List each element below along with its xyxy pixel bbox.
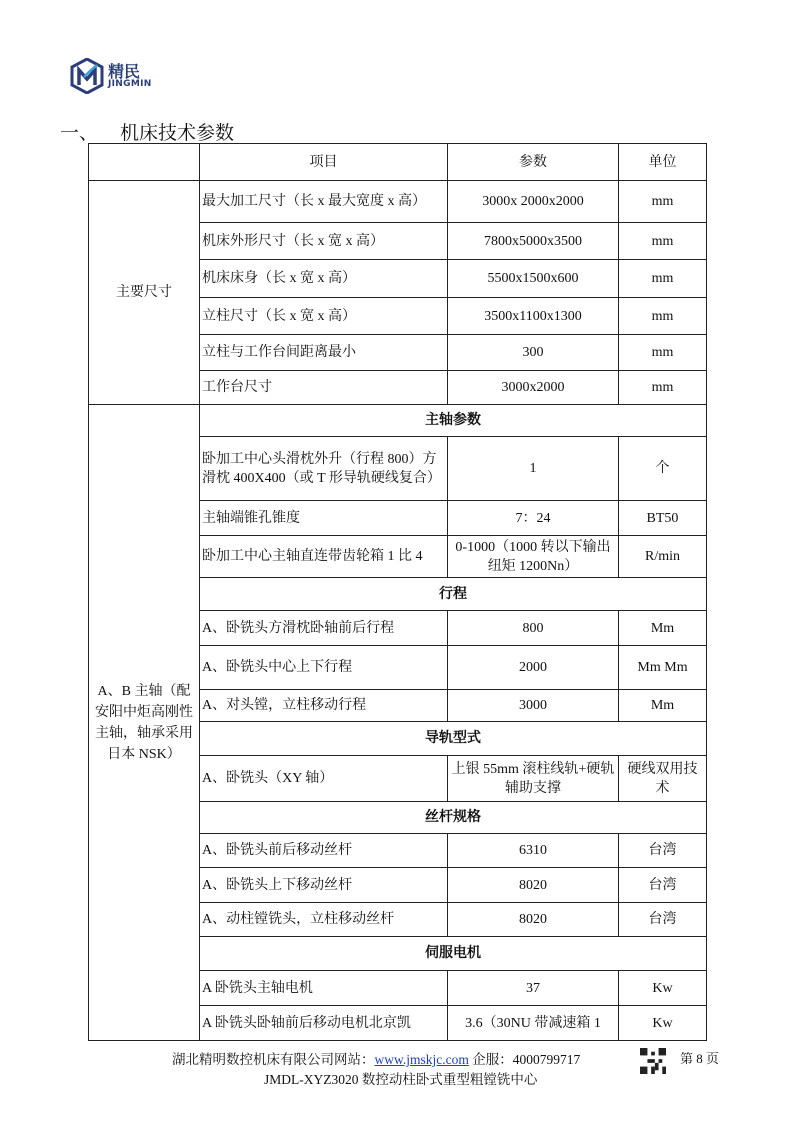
unit-cell: R/min — [619, 536, 707, 578]
item-cell: 立柱尺寸（长 x 宽 x 高） — [200, 298, 448, 335]
item-cell: A、卧铣头前后移动丝杆 — [200, 834, 448, 868]
param-cell: 2000 — [448, 646, 619, 690]
section-row — [89, 405, 707, 437]
param-cell: 8020 — [448, 868, 619, 903]
item-cell: 工作台尺寸 — [200, 371, 448, 405]
unit-cell: 个 — [619, 437, 707, 501]
logo-chinese-text: 精民 — [108, 61, 141, 81]
group-label-cell: A、B 主轴（配安阳中炬高刚性主轴，轴承采用日本 NSK） — [89, 405, 200, 1041]
param-cell: 上银 55mm 滚柱线轨+硬轨辅助支撑 — [448, 756, 619, 802]
section-number: 一、 — [60, 122, 99, 144]
param-cell: 8020 — [448, 903, 619, 937]
section-title-cell: 主轴参数 — [200, 405, 707, 437]
unit-cell: mm — [619, 335, 707, 371]
param-cell: 37 — [448, 971, 619, 1006]
header-cell: 项目 — [200, 144, 448, 181]
header-cell — [89, 144, 200, 181]
item-cell: 主轴端锥孔锥度 — [200, 501, 448, 536]
header-cell: 单位 — [619, 144, 707, 181]
table-header-row — [89, 144, 707, 181]
group-label-cell: 主要尺寸 — [89, 181, 200, 405]
item-cell: 机床外形尺寸（长 x 宽 x 高） — [200, 223, 448, 260]
unit-cell: Kw — [619, 1006, 707, 1041]
logo-english-text: JINGMIN — [108, 78, 152, 89]
unit-cell: Mm — [619, 690, 707, 722]
param-cell: 3.6（30NU 带减速箱 1 — [448, 1006, 619, 1041]
footer-website-link[interactable]: www.jmskjc.com — [374, 1052, 469, 1067]
footer-company: 湖北精明数控机床有限公司网站： — [172, 1052, 375, 1067]
jingmin-logo-icon — [70, 58, 104, 94]
section-title-cell: 丝杆规格 — [200, 802, 707, 834]
param-cell: 1 — [448, 437, 619, 501]
item-cell: A、动柱镗铣头，立柱移动丝杆 — [200, 903, 448, 937]
unit-cell: Mm — [619, 611, 707, 646]
section-title-cell: 伺服电机 — [200, 937, 707, 971]
section-title: 机床技术参数 — [120, 122, 235, 144]
table-row — [89, 181, 707, 223]
unit-cell: mm — [619, 298, 707, 335]
unit-cell: 硬线双用技术 — [619, 756, 707, 802]
param-cell: 3500x1100x1300 — [448, 298, 619, 335]
param-cell: 3000x 2000x2000 — [448, 181, 619, 223]
unit-cell: BT50 — [619, 501, 707, 536]
param-cell: 7：24 — [448, 501, 619, 536]
unit-cell: 台湾 — [619, 868, 707, 903]
spec-table — [88, 143, 707, 1041]
section-heading — [60, 118, 234, 145]
unit-cell: mm — [619, 181, 707, 223]
item-cell: A、卧铣头方滑枕卧轴前后行程 — [200, 611, 448, 646]
item-cell: 立柱与工作台间距离最小 — [200, 335, 448, 371]
item-cell: A、卧铣头（XY 轴） — [200, 756, 448, 802]
param-cell: 5500x1500x600 — [448, 260, 619, 298]
param-cell: 0-1000（1000 转以下输出纽矩 1200Nn） — [448, 536, 619, 578]
footer-service: 企服：4000799717 — [472, 1052, 581, 1067]
param-cell: 7800x5000x3500 — [448, 223, 619, 260]
item-cell: A、卧铣头中心上下行程 — [200, 646, 448, 690]
company-logo — [70, 58, 152, 94]
unit-cell: Kw — [619, 971, 707, 1006]
param-cell: 3000 — [448, 690, 619, 722]
page-number: 第 8 页 — [680, 1051, 720, 1066]
footer-doc-title: JMDL-XYZ3020 数控动柱卧式重型粗镗铣中心 — [264, 1072, 538, 1087]
param-cell: 800 — [448, 611, 619, 646]
unit-cell: mm — [619, 371, 707, 405]
unit-cell: Mm Mm — [619, 646, 707, 690]
item-cell: A 卧铣头卧轴前后移动电机北京凯 — [200, 1006, 448, 1041]
item-cell: 卧加工中心头滑枕外升（行程 800）方滑枕 400X400（或 T 形导轨硬线复合） — [200, 437, 448, 501]
unit-cell: mm — [619, 223, 707, 260]
item-cell: 卧加工中心主轴直连带齿轮箱 1 比 4 — [200, 536, 448, 578]
item-cell: 最大加工尺寸（长 x 最大宽度 x 高） — [200, 181, 448, 223]
unit-cell: mm — [619, 260, 707, 298]
unit-cell: 台湾 — [619, 834, 707, 868]
header-cell: 参数 — [448, 144, 619, 181]
item-cell: A 卧铣头主轴电机 — [200, 971, 448, 1006]
param-cell: 300 — [448, 335, 619, 371]
item-cell: 机床床身（长 x 宽 x 高） — [200, 260, 448, 298]
item-cell: A、卧铣头上下移动丝杆 — [200, 868, 448, 903]
unit-cell: 台湾 — [619, 903, 707, 937]
param-cell: 3000x2000 — [448, 371, 619, 405]
section-title-cell: 行程 — [200, 578, 707, 611]
item-cell: A、对头镗，立柱移动行程 — [200, 690, 448, 722]
section-title-cell: 导轨型式 — [200, 722, 707, 756]
param-cell: 6310 — [448, 834, 619, 868]
